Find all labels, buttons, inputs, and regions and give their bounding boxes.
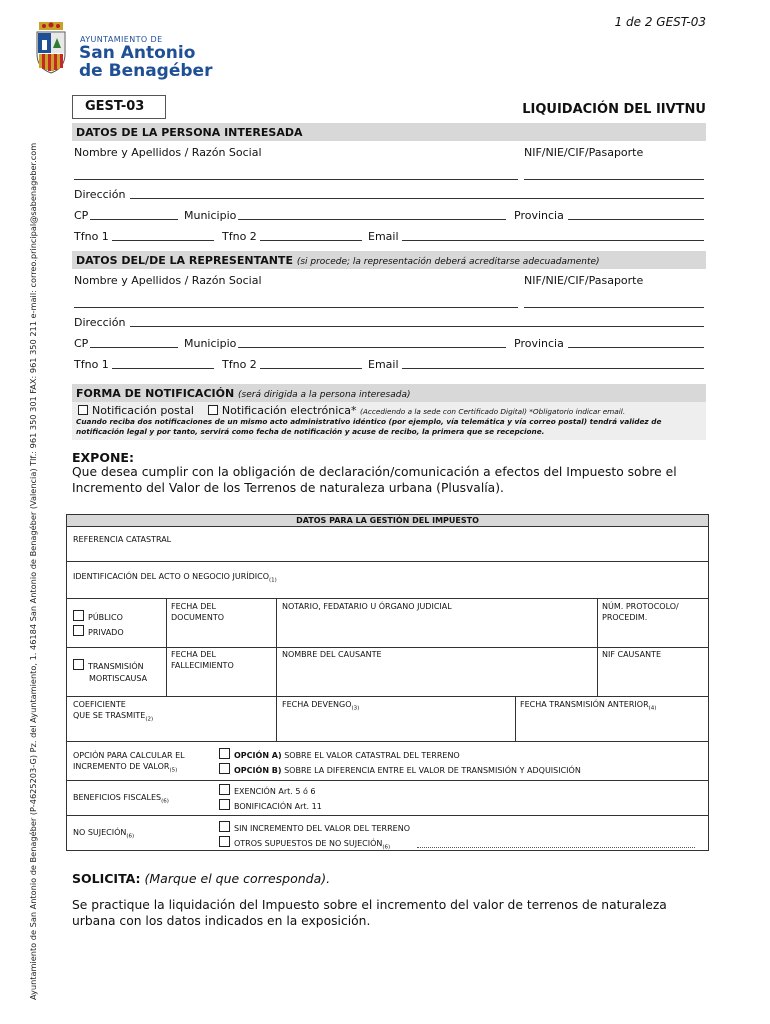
rep-address-label: Dirección: [74, 316, 126, 329]
coeficiente-label: [73, 699, 153, 726]
page-number: 1 de 2 GEST-03: [614, 15, 706, 29]
table-col-divider: [597, 598, 598, 696]
rep-provincia-label: Provincia: [514, 337, 564, 350]
transmision-anterior-text: FECHA TRANSMISIÓN ANTERIOR: [520, 700, 649, 709]
rep-nif-label: NIF/NIE/CIF/Pasaporte: [524, 274, 644, 287]
bonificacion-label: BONIFICACIÓN Art. 11: [234, 802, 322, 811]
opcion-b[interactable]: [219, 763, 581, 776]
logo-name-line2: de Benagéber: [79, 61, 213, 81]
sin-incremento-label: SIN INCREMENTO DEL VALOR DEL TERRENO: [234, 824, 411, 833]
expone-text: Que desea cumplir con la obligación de declaración/comunicación a efectos del Impuesto sobre el Incremento del Valor de los Terrenos de naturaleza urbana (Plusvalía).: [72, 465, 677, 495]
rep-tfno1-field[interactable]: [112, 368, 214, 369]
table-divider: [67, 696, 708, 697]
electronica-note: (Accediendo a la sede con Certificado Digital) *Obligatorio indicar email.: [360, 407, 626, 416]
notificacion-section: [72, 384, 706, 440]
interesado-section: [72, 123, 706, 246]
nif-field[interactable]: [524, 179, 704, 180]
fallecimiento-line1: FECHA DEL: [171, 650, 216, 659]
notario-label: NOTARIO, FEDATARIO U ÓRGANO JUDICIAL: [282, 602, 452, 611]
fallecimiento-line2: FALLECIMIENTO: [171, 661, 234, 670]
electronica-label: Notificación electrónica*: [221, 404, 357, 417]
fecha-doc-line2: DOCUMENTO: [171, 613, 225, 622]
beneficios-sub: (6): [161, 798, 169, 805]
page-title: LIQUIDACIÓN DEL IIVTNU: [522, 102, 706, 117]
devengo-sub: (3): [351, 705, 360, 712]
exencion-label: EXENCIÓN Art. 5 ó 6: [234, 787, 316, 796]
rep-name-field[interactable]: [74, 307, 518, 308]
otros-supuestos-label: OTROS SUPUESTOS DE NO SUJECIÓN: [234, 839, 383, 848]
opcion-b-text: SOBRE LA DIFERENCIA ENTRE EL VALOR DE TRANSMISIÓN Y ADQUISICIÓN: [284, 766, 581, 775]
causante-label: NOMBRE DEL CAUSANTE: [282, 650, 382, 659]
privado-option[interactable]: [73, 625, 124, 638]
cp-label: CP: [74, 209, 89, 222]
no-sujecion-text: NO SUJECIÓN: [73, 828, 127, 837]
devengo-text: FECHA DEVENGO: [282, 700, 352, 709]
solicita-heading: [72, 871, 330, 886]
rep-name-label: Nombre y Apellidos / Razón Social: [74, 274, 262, 287]
publico-label: PÚBLICO: [88, 613, 123, 622]
otros-supuestos-checkbox[interactable]: [219, 836, 230, 847]
name-label: Nombre y Apellidos / Razón Social: [74, 146, 262, 159]
municipio-label: Municipio: [184, 209, 237, 222]
expone-heading: EXPONE:: [72, 450, 134, 465]
tax-data-table: [66, 514, 709, 851]
representante-note: (si procede; la representación deberá acreditarse adecuadamente): [296, 257, 600, 267]
provincia-field[interactable]: [568, 219, 704, 220]
rep-tfno2-label: Tfno 2: [222, 358, 257, 371]
devengo-label: [282, 699, 359, 715]
transmision-anterior-label: [520, 699, 656, 715]
otros-supuestos-sub: (6): [382, 844, 391, 851]
fecha-doc-label: [171, 601, 224, 623]
otros-supuestos-option[interactable]: [219, 836, 390, 854]
rep-nif-field[interactable]: [524, 307, 704, 308]
tfno2-field[interactable]: [260, 240, 362, 241]
tfno1-field[interactable]: [112, 240, 214, 241]
exencion-option[interactable]: [219, 784, 316, 797]
solicita-heading-text: SOLICITA:: [72, 871, 141, 886]
transmision-line2: MORTISCAUSA: [89, 674, 148, 683]
beneficios-text: BENEFICIOS FISCALES: [73, 793, 162, 802]
beneficios-label: [73, 792, 169, 808]
rep-email-field[interactable]: [402, 368, 704, 369]
electronica-checkbox[interactable]: [208, 405, 218, 415]
nif-causante-label: NIF CAUSANTE: [602, 650, 662, 659]
publico-checkbox[interactable]: [73, 610, 84, 621]
transmision-checkbox[interactable]: [73, 659, 84, 670]
bonificacion-checkbox[interactable]: [219, 799, 230, 810]
opcion-a-text: SOBRE EL VALOR CATASTRAL DEL TERRENO: [284, 751, 460, 760]
table-col-divider: [166, 598, 167, 696]
referencia-field[interactable]: [197, 535, 697, 549]
table-col-divider: [276, 598, 277, 741]
opcion-b-checkbox[interactable]: [219, 763, 230, 774]
rep-address-field[interactable]: [130, 326, 704, 327]
opcion-a-bold: OPCIÓN A): [234, 751, 282, 760]
rep-tfno2-field[interactable]: [260, 368, 362, 369]
tfno1-label: Tfno 1: [74, 230, 109, 243]
form-code: GEST-03: [72, 95, 166, 119]
municipality-logo: [36, 16, 213, 86]
sin-incremento-checkbox[interactable]: [219, 821, 230, 832]
notificacion-heading: [72, 384, 706, 402]
opcion-a[interactable]: [219, 748, 460, 761]
opcion-line1: OPCIÓN PARA CALCULAR EL: [73, 751, 185, 760]
solicita-text: Se practique la liquidación del Impuesto sobre el incremento del valor de terrenos de naturaleza urbana con los datos indicados en la exposición.: [72, 898, 667, 928]
side-contact-text: Ayuntamiento de San Antonio de Benagéber (P-4625203-G) Pz. del Ayuntamiento, 1. 46184 San Antonio de Benagéber (Valencia) Tlf.: 961 350 301 FAX: 961 350 211 e-mail: correo.principal@sabenageber.com: [28, 142, 38, 1000]
opcion-sub: (5): [169, 767, 178, 774]
logo-name-line1: San Antonio: [79, 43, 196, 63]
postal-checkbox[interactable]: [78, 405, 88, 415]
table-divider: [67, 561, 708, 562]
referencia-label: REFERENCIA CATASTRAL: [73, 535, 172, 544]
notificacion-note: (será dirigida a la persona interesada): [238, 390, 411, 400]
notificacion-legal-text: Cuando reciba dos notificaciones de un mismo acto administrativo idéntico (por ejemplo, vía telemática y vía correo postal) tendrá validez de notificación legal y por tanto, servirá como fecha de notificación y acuse de recibo, la primera que se recepcione.: [76, 417, 662, 436]
sin-incremento-option[interactable]: [219, 821, 410, 834]
rep-municipio-label: Municipio: [184, 337, 237, 350]
coeficiente-line2: QUE SE TRASMITE: [73, 711, 146, 720]
no-sujecion-sub: (6): [126, 833, 135, 840]
name-field[interactable]: [74, 179, 518, 180]
tfno2-label: Tfno 2: [222, 230, 257, 243]
privado-checkbox[interactable]: [73, 625, 84, 636]
otros-supuestos-field[interactable]: [417, 847, 695, 848]
email-label: Email: [368, 230, 399, 243]
rep-cp-label: CP: [74, 337, 89, 350]
coat-of-arms-icon: [36, 22, 66, 74]
table-divider: [67, 598, 708, 599]
transmision-anterior-sub: (4): [648, 705, 657, 712]
postal-label: Notificación postal: [92, 404, 194, 417]
bonificacion-option[interactable]: [219, 799, 322, 812]
email-field[interactable]: [402, 240, 704, 241]
opcion-b-bold: OPCIÓN B): [234, 766, 282, 775]
table-divider: [67, 815, 708, 816]
table-title: DATOS PARA LA GESTIÓN DEL IMPUESTO: [67, 515, 708, 527]
opcion-line2: INCREMENTO DE VALOR: [73, 762, 170, 771]
table-col-divider: [515, 696, 516, 741]
transmision-line1: TRANSMISIÓN: [88, 662, 144, 671]
protocolo-label: [602, 601, 679, 623]
representante-heading-text: DATOS DEL/DE LA REPRESENTANTE: [76, 254, 293, 267]
notificacion-heading-text: FORMA DE NOTIFICACIÓN: [76, 387, 235, 400]
address-field[interactable]: [130, 198, 704, 199]
protocolo-line2: PROCEDIM.: [602, 613, 648, 622]
notificacion-options: [78, 404, 625, 417]
no-sujecion-label: [73, 827, 134, 843]
fallecimiento-label: [171, 649, 234, 671]
rep-tfno1-label: Tfno 1: [74, 358, 109, 371]
solicita-note: (Marque el que corresponda).: [144, 871, 331, 886]
fecha-doc-line1: FECHA DEL: [171, 602, 216, 611]
representante-section: [72, 251, 706, 374]
protocolo-line1: NÚM. PROTOCOLO/: [602, 602, 679, 611]
rep-municipio-field[interactable]: [238, 347, 506, 348]
cp-field[interactable]: [90, 219, 178, 220]
opcion-label: [73, 750, 185, 777]
rep-email-label: Email: [368, 358, 399, 371]
logo-top-text: AYUNTAMIENTO DE: [80, 35, 163, 44]
table-divider: [67, 647, 708, 648]
identificacion-label: [73, 571, 277, 587]
interesado-heading: DATOS DE LA PERSONA INTERESADA: [72, 123, 706, 141]
exencion-checkbox[interactable]: [219, 784, 230, 795]
table-divider: [67, 741, 708, 742]
table-divider: [67, 780, 708, 781]
privado-label: PRIVADO: [88, 628, 124, 637]
representante-heading: [72, 251, 706, 269]
rep-provincia-field[interactable]: [568, 347, 704, 348]
provincia-label: Provincia: [514, 209, 564, 222]
transmision-option[interactable]: [73, 659, 144, 672]
address-label: Dirección: [74, 188, 126, 201]
opcion-a-checkbox[interactable]: [219, 748, 230, 759]
coeficiente-sub: (2): [145, 716, 154, 723]
municipio-field[interactable]: [238, 219, 506, 220]
identificacion-sub: (1): [269, 577, 277, 584]
rep-cp-field[interactable]: [90, 347, 178, 348]
publico-option[interactable]: [73, 610, 123, 623]
nif-label: NIF/NIE/CIF/Pasaporte: [524, 146, 644, 159]
identificacion-text: IDENTIFICACIÓN DEL ACTO O NEGOCIO JURÍDICO: [73, 572, 270, 581]
coeficiente-line1: COEFICIENTE: [73, 700, 126, 709]
